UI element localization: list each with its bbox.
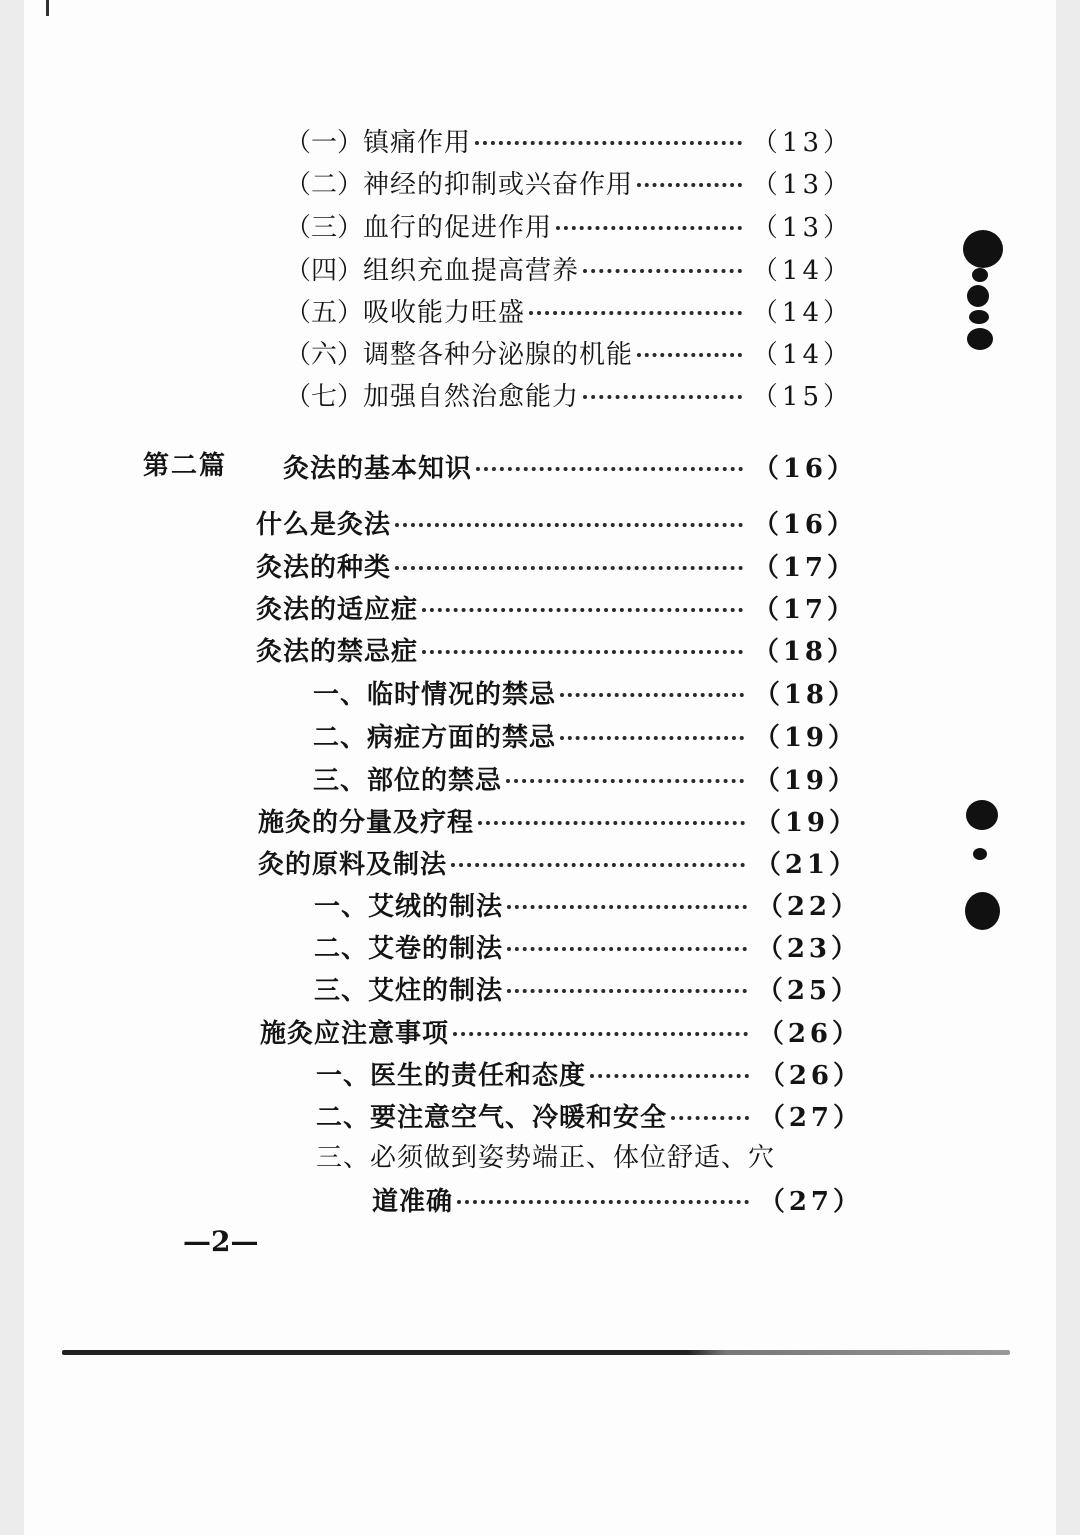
toc-page-number: （22） xyxy=(756,891,861,922)
toc-page-number: （15） xyxy=(751,381,853,412)
dot-leader xyxy=(476,467,743,471)
toc-item-number: （四） xyxy=(285,255,364,286)
toc-entry-label: 一、临时情况的禁忌 xyxy=(313,679,557,710)
ink-blot xyxy=(969,310,989,324)
page-folio: —2— xyxy=(183,1225,259,1258)
toc-page-number: （18） xyxy=(753,679,858,710)
toc-item-label: 镇痛作用 xyxy=(363,127,472,158)
ink-blot xyxy=(972,268,988,282)
dot-leader xyxy=(637,353,742,357)
toc-entry-label: 一、医生的责任和态度 xyxy=(316,1060,587,1091)
toc-subentry xyxy=(313,758,858,798)
toc-entry-label: 灸法的适应症 xyxy=(256,594,419,625)
toc-entry-label: 二、病症方面的禁忌 xyxy=(313,722,557,753)
dot-leader xyxy=(556,226,742,230)
toc-sub-item xyxy=(285,120,853,160)
part-number: 第二篇 xyxy=(143,451,228,481)
toc-item-number: （七） xyxy=(285,381,364,412)
toc-entry-label: 灸法的种类 xyxy=(256,552,392,583)
toc-entry-label: 三、艾炷的制法 xyxy=(314,975,504,1006)
toc-entry xyxy=(256,545,857,585)
toc-page-number: （14） xyxy=(751,255,853,286)
toc-item-label: 调整各种分泌腺的机能 xyxy=(363,339,634,370)
toc-item-number: （一） xyxy=(285,127,364,158)
dot-leader xyxy=(422,650,743,654)
toc-item-label: 血行的促进作用 xyxy=(363,212,553,243)
toc-entry xyxy=(258,800,859,840)
toc-page-number: （19） xyxy=(754,807,859,838)
dot-leader xyxy=(395,523,743,527)
toc-subentry xyxy=(313,672,858,712)
toc-entry-label: 道准确 xyxy=(372,1186,454,1217)
dot-leader xyxy=(560,736,744,740)
toc-page-number: （17） xyxy=(752,552,857,583)
dot-leader xyxy=(475,141,742,145)
dot-leader xyxy=(529,311,742,315)
toc-page-number: （26） xyxy=(758,1060,863,1091)
toc-sub-item xyxy=(285,205,853,245)
toc-entry-label: 施灸的分量及疗程 xyxy=(258,807,475,838)
toc-subentry xyxy=(314,968,861,1008)
toc-page-number: （13） xyxy=(751,127,853,158)
toc-page-number: （14） xyxy=(751,297,853,328)
toc-sub-item xyxy=(285,374,853,414)
dot-leader xyxy=(507,947,747,951)
toc-entry-label: 三、部位的禁忌 xyxy=(313,765,503,796)
toc-subentry xyxy=(313,715,858,755)
ink-blot xyxy=(967,285,989,307)
toc-sub-item xyxy=(285,332,853,372)
dot-leader xyxy=(583,269,742,273)
toc-item-label: 神经的抑制或兴奋作用 xyxy=(363,169,634,200)
ink-blot xyxy=(965,892,1000,930)
dot-leader xyxy=(453,1032,748,1036)
ink-blot xyxy=(966,800,998,830)
dot-leader xyxy=(507,905,747,909)
toc-item-label: 吸收能力旺盛 xyxy=(363,297,526,328)
dot-leader xyxy=(478,821,745,825)
toc-item-number: （六） xyxy=(285,339,364,370)
ink-blot xyxy=(967,328,993,350)
dot-leader xyxy=(457,1200,749,1204)
toc-item-label: 加强自然治愈能力 xyxy=(363,381,580,412)
toc-page-number: （26） xyxy=(757,1018,862,1049)
toc-item-number: （五） xyxy=(285,297,364,328)
toc-entry xyxy=(256,587,857,627)
toc-page-number: （23） xyxy=(756,933,861,964)
toc-page-number: （13） xyxy=(751,212,853,243)
toc-entry-label: 施灸应注意事项 xyxy=(260,1018,450,1049)
dot-leader xyxy=(507,989,747,993)
ink-blot xyxy=(973,848,987,860)
toc-page-number: （16） xyxy=(752,453,857,484)
toc-subentry xyxy=(316,1095,863,1135)
toc-subentry xyxy=(314,884,861,924)
dot-leader xyxy=(422,608,743,612)
toc-wrapped-entry-second-line xyxy=(372,1179,863,1219)
toc-page-number: （19） xyxy=(753,765,858,796)
dot-leader xyxy=(583,395,742,399)
ink-blot xyxy=(963,230,1003,268)
dot-leader xyxy=(506,779,744,783)
toc-entry xyxy=(256,502,857,542)
toc-page-number: （13） xyxy=(751,169,853,200)
dot-leader xyxy=(395,566,743,570)
toc-entry-label: 二、要注意空气、冷暖和安全 xyxy=(316,1102,668,1133)
toc-page-number: （17） xyxy=(752,594,857,625)
toc-entry xyxy=(258,842,859,882)
toc-page-number: （21） xyxy=(754,849,859,880)
dot-leader xyxy=(671,1116,749,1120)
toc-subentry xyxy=(314,926,861,966)
toc-entry xyxy=(260,1011,862,1051)
toc-entry-label: 什么是灸法 xyxy=(256,509,392,540)
dot-leader xyxy=(560,693,744,697)
toc-item-number: （三） xyxy=(285,212,364,243)
toc-sub-item xyxy=(285,290,853,330)
scan-edge-rule xyxy=(62,1350,1010,1355)
part-heading xyxy=(283,446,857,486)
toc-page-number: （18） xyxy=(752,636,857,667)
toc-entry-label: 灸的原料及制法 xyxy=(258,849,448,880)
toc-entry-label: 一、艾绒的制法 xyxy=(314,891,504,922)
toc-page-number: （16） xyxy=(752,509,857,540)
toc-page-number: （19） xyxy=(753,722,858,753)
toc-entry-label: 灸法的禁忌症 xyxy=(256,636,419,667)
part-title: 灸法的基本知识 xyxy=(283,453,473,484)
toc-item-number: （二） xyxy=(285,169,364,200)
toc-page-number: （25） xyxy=(756,975,861,1006)
dot-leader xyxy=(451,863,745,867)
toc-entry-label: 二、艾卷的制法 xyxy=(314,933,504,964)
toc-entry xyxy=(256,629,857,669)
toc-subentry xyxy=(316,1053,863,1093)
page-scratch-mark xyxy=(46,0,49,16)
toc-item-label: 组织充血提高营养 xyxy=(363,255,580,286)
toc-wrapped-entry-first-line: 三、必须做到姿势端正、体位舒适、穴 xyxy=(316,1143,776,1173)
dot-leader xyxy=(637,183,742,187)
toc-page-number: （14） xyxy=(751,339,853,370)
toc-sub-item xyxy=(285,248,853,288)
toc-sub-item xyxy=(285,162,853,202)
dot-leader xyxy=(590,1074,749,1078)
toc-page-number: （27） xyxy=(758,1186,863,1217)
toc-page-number: （27） xyxy=(758,1102,863,1133)
